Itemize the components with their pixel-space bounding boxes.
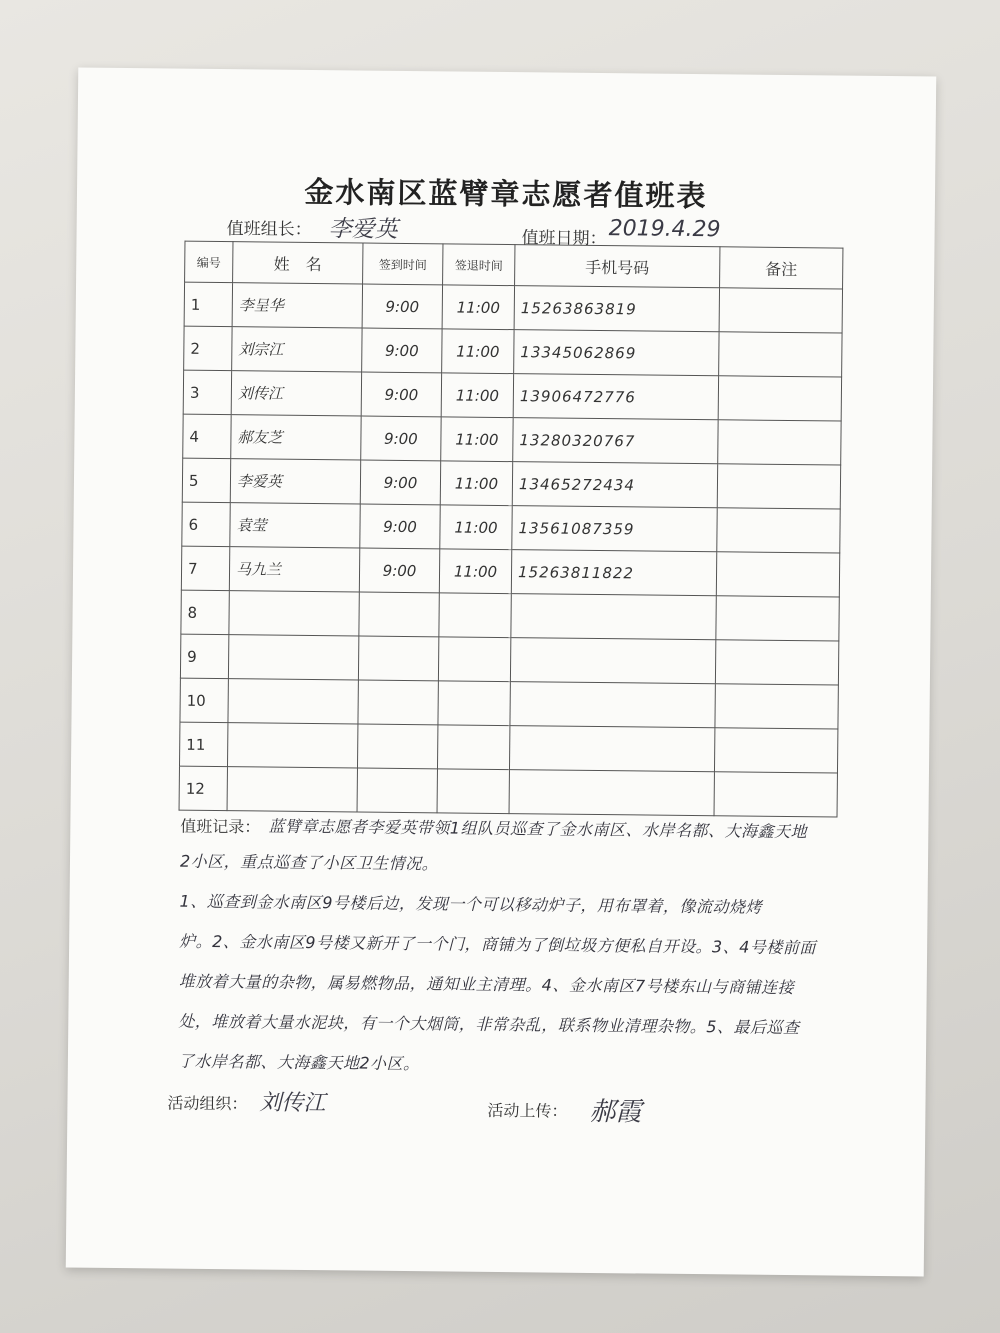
- table-row: [182, 502, 840, 553]
- table-row: [183, 414, 841, 465]
- sign-out-time: 11:00: [442, 285, 514, 330]
- organizer-value: 刘传江: [259, 1090, 326, 1117]
- leader-value: 李爱英: [328, 216, 398, 243]
- roster-body: [179, 282, 842, 817]
- phone-number: 15263863819: [514, 286, 719, 332]
- volunteer-name: 马九兰: [229, 547, 359, 592]
- phone-number: 13280320767: [513, 418, 718, 464]
- volunteer-name: 郝友芝: [231, 415, 361, 460]
- row-number: 10: [180, 678, 228, 723]
- row-number: 9: [180, 634, 228, 679]
- note-cell: [715, 640, 838, 685]
- sign-out-time: 11:00: [442, 329, 514, 374]
- table-row: [181, 590, 839, 641]
- date-label: 值班日期：: [521, 228, 607, 250]
- sign-out-time: 11:00: [441, 417, 513, 462]
- phone-number: 13906472776: [513, 374, 718, 420]
- volunteer-name: [227, 767, 357, 812]
- sign-out-time: [438, 637, 510, 682]
- table-row: [179, 722, 837, 773]
- phone-number: [511, 594, 716, 640]
- note-cell: [719, 332, 842, 377]
- table-row: [181, 546, 839, 597]
- note-cell: [714, 772, 837, 817]
- organizer-label: 活动组织：: [167, 1093, 248, 1114]
- volunteer-name: 李爱英: [230, 459, 360, 504]
- col-header-phone: 手机号码: [515, 245, 720, 288]
- note-cell: [716, 596, 839, 641]
- sign-in-time: [357, 724, 437, 769]
- volunteer-name: 袁莹: [230, 503, 360, 548]
- phone-number: [510, 682, 715, 728]
- phone-number: [509, 726, 714, 772]
- sign-in-time: [358, 636, 438, 681]
- volunteer-name: [228, 679, 358, 724]
- row-number: 7: [181, 546, 229, 591]
- table-row: [180, 678, 838, 729]
- sign-out-time: [438, 681, 510, 726]
- note-cell: [718, 420, 841, 465]
- sign-out-time: [439, 593, 511, 638]
- sign-out-time: [437, 725, 509, 770]
- phone-number: [509, 770, 714, 816]
- volunteer-name: [229, 591, 359, 636]
- col-header-sign-in: 签到时间: [363, 243, 443, 285]
- record-label: 值班记录：: [180, 816, 261, 837]
- record-line: 炉。2、金水南区9号楼又新开了一个门，商铺为了倒垃圾方便私自开设。3、4号楼前面: [179, 931, 816, 958]
- sign-out-time: 11:00: [440, 461, 512, 506]
- sign-in-time: 9:00: [361, 416, 441, 461]
- phone-number: [510, 638, 715, 684]
- sign-in-time: [358, 680, 438, 725]
- sign-out-time: 11:00: [439, 549, 511, 594]
- table-row: [180, 634, 838, 685]
- sign-in-time: 9:00: [361, 372, 441, 417]
- phone-number: 13465272434: [512, 462, 717, 508]
- note-cell: [716, 552, 839, 597]
- record-line: 1、巡查到金水南区9号楼后边，发现一个可以移动炉子，用布罩着，像流动烧烤: [179, 891, 763, 917]
- sign-in-time: 9:00: [360, 460, 440, 505]
- sign-in-time: 9:00: [360, 504, 440, 549]
- volunteer-name: [228, 635, 358, 680]
- table-row: [184, 326, 842, 377]
- note-cell: [715, 684, 838, 729]
- table-row: [183, 370, 841, 421]
- phone-number: 13561087359: [512, 506, 717, 552]
- sign-out-time: 11:00: [440, 505, 512, 550]
- table-row: [182, 458, 840, 509]
- row-number: 3: [183, 370, 231, 415]
- note-cell: [719, 288, 842, 333]
- record-line: 了水岸名都、大海鑫天地2小区。: [177, 1051, 420, 1074]
- sign-in-time: 9:00: [362, 284, 442, 329]
- duty-roster-table: [179, 241, 844, 818]
- sheet-title: 金水南区蓝臂章志愿者值班表: [304, 174, 708, 214]
- sign-in-time: [359, 592, 439, 637]
- uploader-value: 郝霞: [589, 1096, 642, 1128]
- row-number: 8: [181, 590, 229, 635]
- row-number: 6: [182, 502, 230, 547]
- note-cell: [718, 376, 841, 421]
- duty-sheet-paper: [66, 68, 937, 1277]
- volunteer-name: 刘宗江: [232, 327, 362, 372]
- note-cell: [717, 508, 840, 553]
- col-header-note: 备注: [720, 247, 843, 289]
- row-number: 5: [182, 458, 230, 503]
- row-number: 2: [184, 326, 232, 371]
- col-header-name: 姓 名: [233, 242, 363, 284]
- table-row: [184, 282, 842, 333]
- record-line: 蓝臂章志愿者李爱英带领1组队员巡查了金水南区、水岸名都、大海鑫天地: [268, 816, 808, 842]
- record-line: 2小区，重点巡查了小区卫生情况。: [179, 851, 439, 874]
- phone-number: 15263811822: [511, 550, 716, 596]
- leader-label: 值班组长：: [226, 219, 312, 240]
- sign-in-time: [357, 768, 437, 813]
- col-header-sign-out: 签退时间: [443, 244, 515, 286]
- col-header-number: 编号: [185, 241, 233, 283]
- note-cell: [714, 728, 837, 773]
- table-header-row: [185, 241, 843, 289]
- sign-in-time: 9:00: [359, 548, 439, 593]
- sign-out-time: [437, 769, 509, 814]
- date-value: 2019.4.29: [608, 216, 721, 243]
- uploader-label: 活动上传：: [487, 1100, 568, 1121]
- row-number: 12: [179, 766, 227, 811]
- record-line: 堆放着大量的杂物，属易燃物品，通知业主清理。4、金水南区7号楼东山与商铺连接: [178, 971, 795, 998]
- row-number: 4: [183, 414, 231, 459]
- row-number: 1: [184, 282, 232, 327]
- sign-out-time: 11:00: [441, 373, 513, 418]
- record-line: 处，堆放着大量水泥块，有一个大烟筒，非常杂乱，联系物业清理杂物。5、最后巡查: [178, 1011, 800, 1038]
- volunteer-name: 刘传江: [231, 371, 361, 416]
- volunteer-name: [227, 723, 357, 768]
- volunteer-name: 李呈华: [232, 283, 362, 328]
- table-row: [179, 766, 837, 817]
- row-number: 11: [179, 722, 227, 767]
- phone-number: 13345062869: [514, 330, 719, 376]
- sign-in-time: 9:00: [362, 328, 442, 373]
- note-cell: [717, 464, 840, 509]
